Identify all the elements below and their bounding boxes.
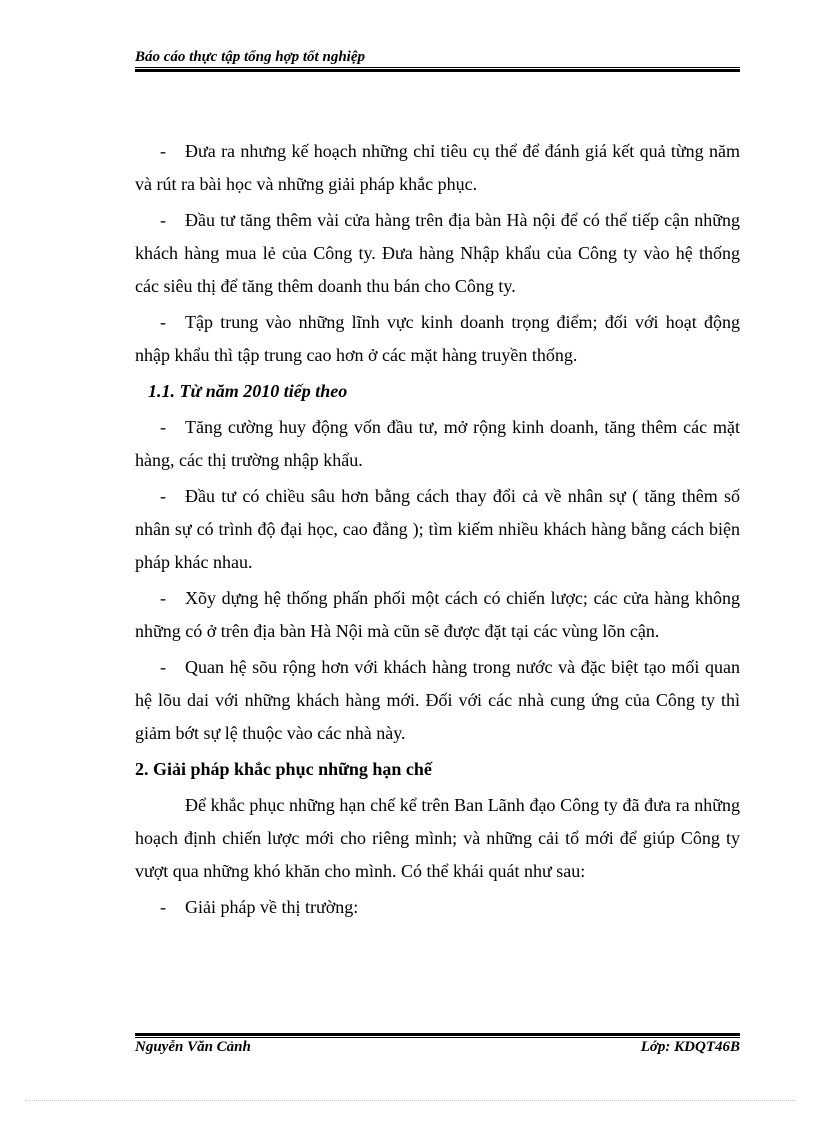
header-rule-thin — [135, 67, 740, 68]
footer-class-code: Lớp: KDQT46B — [640, 1039, 740, 1055]
bullet-dash: - — [160, 588, 166, 608]
bullet-item — [135, 306, 740, 372]
bullet-text: Xõy dựng hệ thống phấn phối một cách có chiến lược; các cửa hàng không những có ở trên địa bàn Hà Nội mà cũn sẽ được đặt tại các vùng lõn cận. — [135, 588, 740, 641]
bullet-dash: - — [160, 417, 166, 437]
bullet-item — [135, 582, 740, 648]
header-title: Báo cáo thực tập tổng hợp tốt nghiệp — [135, 49, 365, 65]
bullet-item — [135, 651, 740, 750]
section-heading-2: 2. Giải pháp khắc phục những hạn chế — [135, 759, 432, 779]
bullet-item — [135, 891, 740, 924]
footer-author-name: Nguyễn Văn Cảnh — [135, 1039, 251, 1055]
bullet-text: Giải pháp về thị trường: — [185, 897, 359, 917]
header-rule-thick — [135, 69, 740, 72]
bullet-dash: - — [160, 312, 166, 332]
section-heading-1-1: 1.1. Từ năm 2010 tiếp theo — [148, 381, 348, 401]
bullet-dash: - — [160, 486, 166, 506]
bullet-text: Tập trung vào những lĩnh vực kinh doanh trọng điểm; đối với hoạt động nhập khẩu thì tập trung cao hơn ở các mặt hàng truyền thống. — [135, 312, 740, 365]
bullet-text: Tăng cường huy động vốn đầu tư, mở rộng kinh doanh, tăng thêm các mặt hàng, các thị trường nhập khẩu. — [135, 417, 740, 470]
bullet-text: Quan hệ sõu rộng hơn với khách hàng trong nước và đặc biệt tạo mối quan hệ lõu dai với những khách hàng mới. Đối với các nhà cung ứng của Công ty thì giảm bớt sự lệ thuộc vào các nhà này. — [135, 657, 740, 743]
footer-rule-thick — [135, 1033, 740, 1036]
bullet-text: Đầu tư có chiều sâu hơn bằng cách thay đổi cả về nhân sự ( tăng thêm số nhân sự có trình độ đại học, cao đẳng ); tìm kiếm nhiều khách hàng bằng cách biện pháp khác nhau. — [135, 486, 740, 572]
bullet-item — [135, 411, 740, 477]
bullet-item — [135, 480, 740, 579]
bullet-dash: - — [160, 657, 166, 677]
page-body — [135, 135, 740, 927]
bullet-dash: - — [160, 141, 166, 161]
bullet-dash: - — [160, 897, 166, 917]
bullet-text: Đầu tư tăng thêm vài cửa hàng trên địa bàn Hà nội để có thể tiếp cận những khách hàng mua lẻ của Công ty. Đưa hàng Nhập khẩu của Công ty vào hệ thống các siêu thị để tăng thêm doanh thu bán cho Công ty. — [135, 210, 740, 296]
bullet-text: Đưa ra nhưng kế hoạch những chỉ tiêu cụ thể để đánh giá kết quả từng năm và rút ra bài học và những giải pháp khắc phục. — [135, 141, 740, 194]
page-edge-dotted-line — [25, 1100, 795, 1101]
footer-rule-thin — [135, 1037, 740, 1038]
bullet-dash: - — [160, 210, 166, 230]
bullet-item — [135, 204, 740, 303]
body-paragraph: Để khắc phục những hạn chế kể trên Ban Lãnh đạo Công ty đã đưa ra những hoạch định chiến lược mới cho riêng mình; và những cải tổ mới để giúp Công ty vượt qua những khó khăn cho mình. Có thể khái quát như sau: — [135, 795, 740, 881]
bullet-item — [135, 135, 740, 201]
